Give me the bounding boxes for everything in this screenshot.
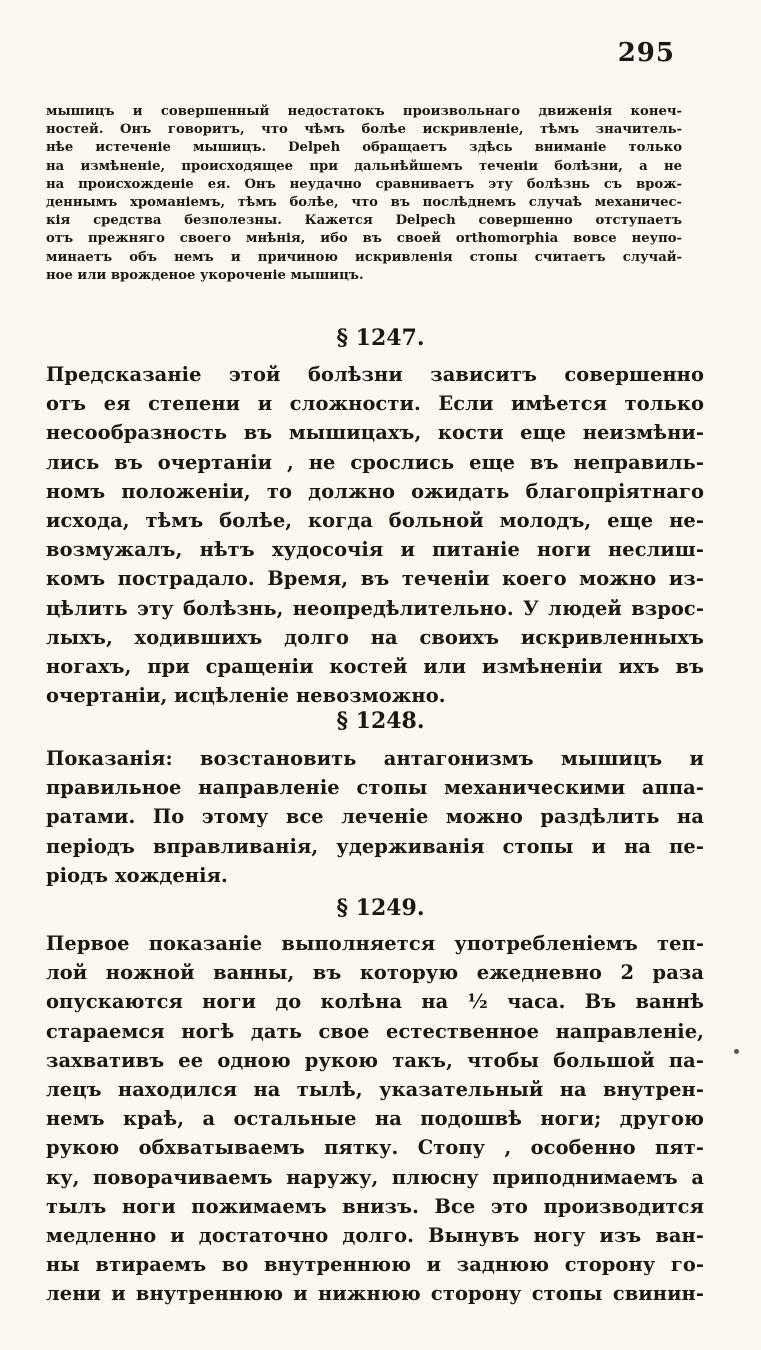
text-line: ріодъ хожденія. bbox=[46, 863, 228, 887]
text-line: цѣлить эту болѣзнь, неопредѣлительно. У людей взрос- bbox=[46, 596, 704, 620]
intro-paragraph bbox=[46, 103, 682, 285]
text-line: рукою обхватываемъ пятку. Стопу , особенно пят- bbox=[46, 1136, 704, 1160]
text-line: Предсказаніе этой болѣзни зависитъ совершенно bbox=[46, 363, 704, 386]
text-line: захвативъ ее одною рукою такъ, чтобы большой па- bbox=[46, 1048, 704, 1072]
section-heading-1249: § 1249. bbox=[336, 895, 425, 921]
text-line: комъ пострадало. Время, въ теченіи коего можно из- bbox=[46, 567, 704, 591]
text-line: лись въ очертаніи , не срослись еще въ неправиль- bbox=[46, 450, 704, 474]
text-line: на измѣненіе, происходящее при дальнѣйшемъ теченіи болѣзни, а не bbox=[46, 158, 682, 174]
text-line: ное или врожденое укороченіе мышицъ. bbox=[46, 267, 364, 283]
text-line: лыхъ, ходившихъ долго на своихъ искривленныхъ bbox=[46, 625, 704, 649]
text-line: исхода, тѣмъ болѣе, когда больной молодъ, еще не- bbox=[46, 508, 704, 532]
text-line: Первое показаніе выполняется употребленіемъ теп- bbox=[46, 932, 704, 955]
text-line: ногахъ, при сращеніи костей или измѣненіи ихъ въ bbox=[46, 654, 704, 678]
text-line: минаетъ объ немъ и причиною искривленія стопы считаетъ случай- bbox=[46, 249, 682, 265]
text-line: отъ прежняго своего мнѣнія, ибо въ своей orthomorphia вовсе неупо- bbox=[46, 231, 682, 247]
section-heading-1248: § 1248. bbox=[336, 708, 425, 734]
section-heading-1247: § 1247. bbox=[336, 325, 425, 351]
text-line: тылъ ноги пожимаемъ внизъ. Все это производится bbox=[46, 1194, 704, 1218]
ink-speck bbox=[734, 1049, 739, 1054]
text-line: деннымъ хромaніемъ, тѣмъ болѣе, что въ послѣднемъ случаѣ механичес- bbox=[46, 194, 682, 210]
text-line: несообразность въ мышицахъ, кости еще неизмѣни- bbox=[46, 421, 704, 445]
section-1247-paragraph bbox=[46, 360, 704, 710]
section-1249-paragraph bbox=[46, 929, 704, 1308]
text-line: ны втираемъ во внутреннюю и заднюю сторону го- bbox=[46, 1253, 704, 1277]
text-line: лецъ находился на тылѣ, указательный на внутрен- bbox=[46, 1077, 704, 1101]
text-line: мышицъ и совершенный недостатокъ произвольнаго движенія конеч- bbox=[46, 104, 682, 119]
text-line: очертаніи, исцѣленіе невозможно. bbox=[46, 684, 446, 708]
text-line: номъ положеніи, то должно ожидать благопріятнаго bbox=[46, 479, 704, 503]
page-number: 295 bbox=[617, 38, 675, 68]
text-line: ку, поворачиваемъ наружу, плюсну приподнимаемъ а bbox=[46, 1165, 704, 1189]
text-line: лой ножной ванны, въ которую ежедневно 2 раза bbox=[46, 961, 704, 985]
text-line: правильное направленіе стопы механическими аппа- bbox=[46, 776, 704, 800]
text-line: нѣе истеченіе мышицъ. Delpeh обращаетъ здѣсь вниманіе только bbox=[46, 140, 682, 156]
text-line: лени и внутреннюю и нижнюю сторону стопы свинин- bbox=[46, 1282, 704, 1306]
text-line: ратами. По этому все леченіе можно раздѣлить на bbox=[46, 805, 704, 829]
text-line: на происхожденіе ея. Онъ неудачно сравниваетъ эту болѣзнь съ врож- bbox=[46, 176, 682, 192]
text-line: немъ краѣ, а остальные на подошвѣ ноги; другою bbox=[46, 1107, 704, 1131]
section-1248-paragraph bbox=[46, 744, 704, 890]
text-line: медленно и достаточно долго. Вынувъ ногу изъ ван- bbox=[46, 1223, 704, 1247]
text-line: опускаются ноги до колѣна на ½ часа. Въ ваннѣ bbox=[46, 990, 704, 1014]
text-line: Показанія: возстановить антагонизмъ мышицъ и bbox=[46, 747, 704, 770]
text-line: кія средства безполезны. Кажется Delpech совершенно отступаетъ bbox=[46, 213, 682, 229]
text-line: ностей. Онъ говоритъ, что чѣмъ болѣе искривленіе, тѣмъ значитель- bbox=[46, 122, 682, 138]
text-line: стараемся ногѣ дать свое естественное направленіе, bbox=[46, 1019, 704, 1043]
text-line: періодъ вправливанія, удерживанія стопы и на пе- bbox=[46, 834, 704, 858]
text-line: отъ ея степени и сложности. Если имѣется только bbox=[46, 392, 704, 416]
text-line: возмужалъ, нѣтъ худосочія и питаніе ноги неслиш- bbox=[46, 538, 704, 562]
